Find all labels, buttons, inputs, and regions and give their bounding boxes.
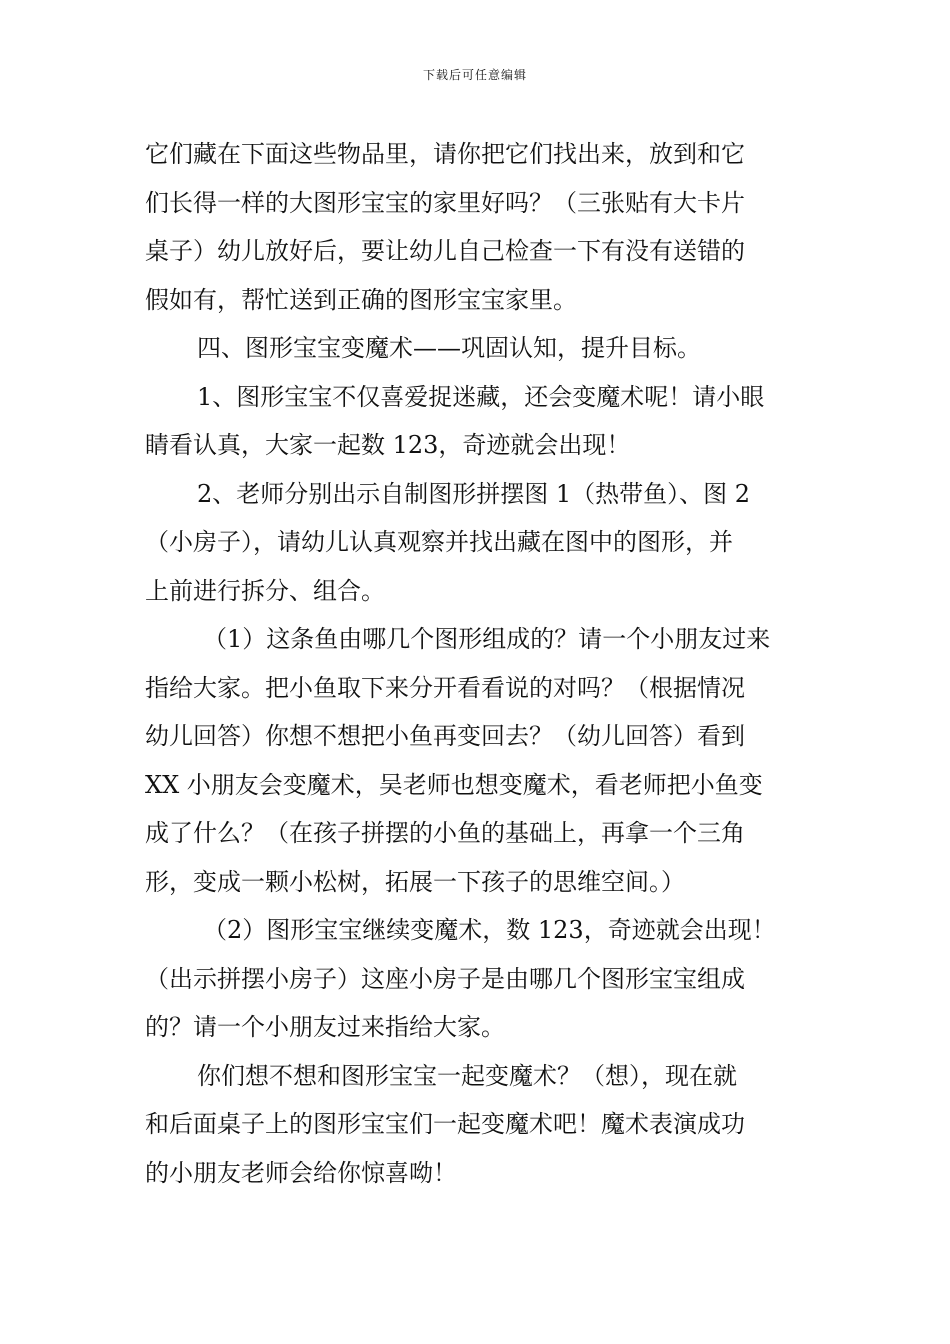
text-line: 幼儿回答）你想不想把小鱼再变回去？（幼儿回答）看到 — [145, 722, 745, 750]
text-line: 指给大家。把小鱼取下来分开看看说的对吗？（根据情况 — [145, 673, 745, 702]
text-line: 你们想不想和图形宝宝一起变魔术？（想），现在就 — [197, 1061, 737, 1090]
text-line: 它们藏在下面这些物品里，请你把它们找出来，放到和它 — [145, 140, 745, 168]
text-line: 的小朋友老师会给你惊喜呦！ — [145, 1158, 457, 1187]
text-line: 成了什么？（在孩子拼摆的小鱼的基础上，再拿一个三角 — [145, 819, 745, 847]
text-line: 形，变成一颗小松树，拓展一下孩子的思维空间。） — [145, 867, 685, 896]
text-line: 2、老师分别出示自制图形拼摆图 1（热带鱼）、图 2 — [197, 479, 751, 508]
page-header: 下载后可任意编辑 — [422, 68, 527, 82]
document-body — [145, 130, 810, 1197]
text-line: （2）图形宝宝继续变魔术，数 123，奇迹就会出现！ — [203, 916, 776, 944]
text-line: 睛看认真，大家一起数 123，奇迹就会出现！ — [145, 431, 631, 459]
text-line: 们长得一样的大图形宝宝的家里好吗？（三张贴有大卡片 — [145, 188, 745, 217]
text-line: 上前进行拆分、组合。 — [145, 576, 385, 605]
text-line: （1）这条鱼由哪几个图形组成的？请一个小朋友过来 — [203, 625, 771, 653]
text-line: 的？请一个小朋友过来指给大家。 — [145, 1013, 505, 1041]
section-heading: 四、图形宝宝变魔术——巩固认知，提升目标。 — [197, 334, 701, 362]
text-line: （小房子），请幼儿认真观察并找出藏在图中的图形，并 — [145, 528, 733, 556]
text-line: 假如有，帮忙送到正确的图形宝宝家里。 — [145, 285, 577, 314]
text-line: 和后面桌子上的图形宝宝们一起变魔术吧！魔术表演成功 — [145, 1110, 745, 1138]
text-line: （出示拼摆小房子）这座小房子是由哪几个图形宝宝组成 — [145, 964, 745, 993]
text-line: 1、图形宝宝不仅喜爱捉迷藏，还会变魔术呢！请小眼 — [197, 382, 765, 411]
text-line: XX 小朋友会变魔术，吴老师也想变魔术，看老师把小鱼变 — [145, 770, 763, 799]
text-line: 桌子）幼儿放好后，要让幼儿自己检查一下有没有送错的 — [145, 237, 745, 265]
